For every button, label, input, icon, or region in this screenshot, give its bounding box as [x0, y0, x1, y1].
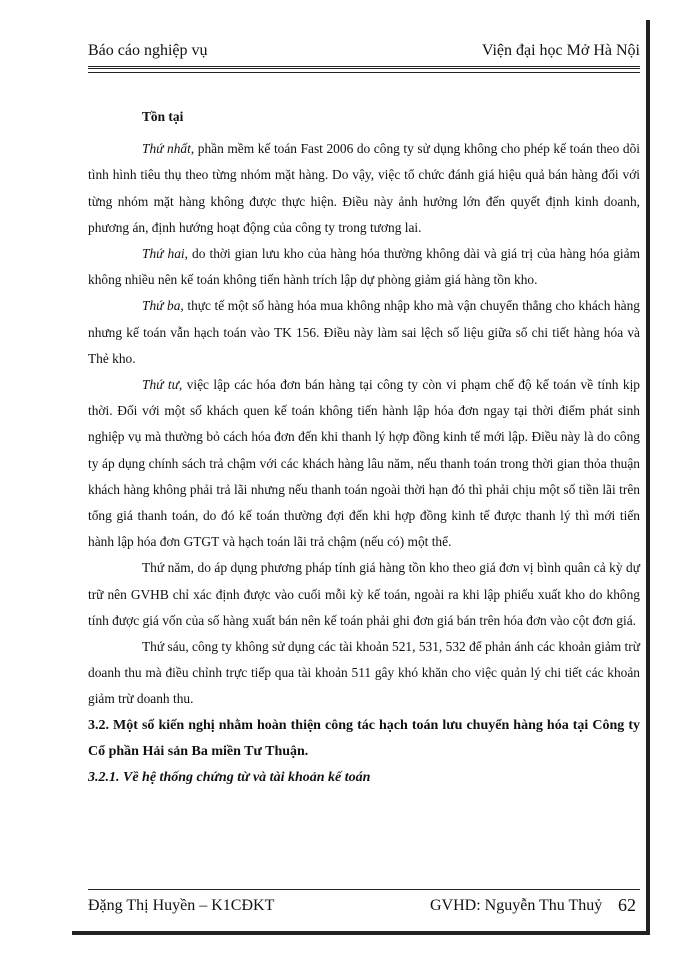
paragraph-text: , thực tế một số hàng hóa mua không nhập kho mà vận chuyển thẳng cho khách hàng nhưng kế toán vẫn hạch toán vào TK 156. Điều này làm sai lệch số liệu giữa sổ chi tiết hàng hóa và Thẻ kho.	[88, 298, 641, 366]
paragraph-sixth: Thứ sáu, công ty không sử dụng các tài khoản 521, 531, 532 để phản ánh các khoản giảm trừ doanh thu mà điều chỉnh trực tiếp qua tài khoản 511 gây khó khăn cho việc quản lý chi tiết các khoản giảm trừ doanh thu.	[88, 639, 640, 707]
paragraph-first	[88, 136, 640, 241]
paragraph-fourth	[88, 372, 640, 555]
paragraph-lead: Thứ hai	[142, 246, 185, 262]
page-number: 62	[618, 895, 636, 915]
paragraph-second	[88, 241, 640, 293]
header-divider	[88, 66, 640, 73]
document-body	[88, 104, 640, 791]
footer-supervisor: GVHD: Nguyễn Thu Thuỷ	[430, 897, 603, 914]
section-title: 3.2. Một số kiến nghị nhằm hoàn thiện công tác hạch toán lưu chuyển hàng hóa tại Công ty Cổ phần Hải sản Ba miền Tư Thuận.	[88, 717, 640, 759]
paragraph-text: , do thời gian lưu kho của hàng hóa thường không dài và giá trị của hàng hóa giảm không nhiều nên kế toán không tiến hành trích lập dự phòng giảm giá hàng tồn kho.	[88, 246, 641, 288]
page-header	[88, 36, 640, 66]
section-heading: Tồn tại	[142, 109, 184, 124]
paragraph-lead: Thứ nhất	[142, 141, 191, 157]
paragraph-lead: Thứ ba	[142, 298, 181, 314]
header-report-title: Báo cáo nghiệp vụ	[88, 42, 208, 59]
header-institution: Viện đại học Mở Hà Nội	[481, 42, 640, 59]
paragraph-third	[88, 293, 640, 372]
paragraph-text: , phần mềm kế toán Fast 2006 do công ty sử dụng không cho phép kế toán theo dõi tình hình tiêu thụ theo từng nhóm mặt hàng. Do vậy, việc tổ chức đánh giá hiệu quả bán hàng đối với từng nhóm mặt hàng không được thực hiện. Điều này ảnh hưởng lớn đến quyết định kinh doanh, phương án, định hướng hoạt động của công ty trong tương lai.	[88, 141, 640, 235]
paragraph-lead: Thứ tư	[142, 377, 179, 393]
paragraph-text: , việc lập các hóa đơn bán hàng tại công ty còn vi phạm chế độ kế toán về tính kịp thời. Đối với một số khách quen kế toán không tiến hành lập hóa đơn ngay tại thời điểm phát sinh nghiệp vụ mà thường bỏ cách hóa đơn đến khi thanh lý hợp đồng kinh tế mới lập. Điều này là do công ty áp dụng chính sách trả chậm với các khách hàng lâu năm, nếu thanh toán trong thời gian thỏa thuận khách hàng không phải trả lãi nhưng nếu thanh toán ngoài thời hạn đó thì phải chịu một số tiền lãi trên tổng giá thanh toán, do đó kế toán thường đợi đến khi hợp đồng kinh tế được thanh lý thì mới tiến hành lập hóa đơn GTGT và hạch toán lãi trả chậm (nếu có) một thể.	[88, 377, 640, 550]
footer-author: Đặng Thị Huyền – K1CĐKT	[88, 897, 275, 914]
paragraph-fifth: Thứ năm, do áp dụng phương pháp tính giá hàng tồn kho theo giá đơn vị bình quân cả kỳ dự trữ nên GVHB chỉ xác định được vào cuối mỗi kỳ kế toán, ngoài ra khi lập phiếu xuất kho do không tính được giá vốn của số hàng xuất bán nên kế toán phải ghi đơn giá bán trên hóa đơn vào cột đơn giá.	[88, 560, 640, 628]
subsection-title: 3.2.1. Về hệ thống chứng từ và tài khoản kế toán	[88, 770, 371, 786]
footer-divider	[88, 889, 640, 890]
